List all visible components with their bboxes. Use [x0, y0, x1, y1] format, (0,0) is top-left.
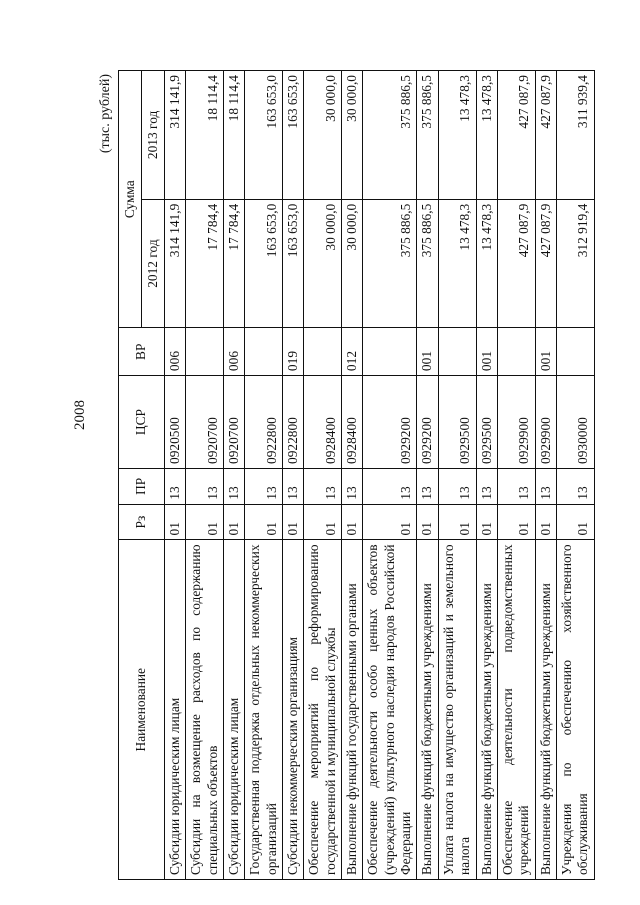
table-row: [417, 71, 438, 880]
row-rz: 01: [245, 504, 283, 540]
row-rz: 01: [497, 504, 535, 540]
row-rz: 01: [556, 504, 594, 540]
row-value-2012: 375 886,5: [363, 199, 417, 328]
row-vr: [556, 328, 594, 376]
row-value-2012: 13 478,3: [438, 199, 476, 328]
table-row: [535, 71, 556, 880]
row-vr: [186, 328, 224, 376]
row-vr: [245, 328, 283, 376]
row-pr: 13: [476, 468, 497, 504]
row-value-2012: 312 919,4: [556, 199, 594, 328]
row-value-2012: 30 000,0: [342, 199, 363, 328]
row-pr: 13: [304, 468, 342, 504]
budget-table: [118, 70, 595, 880]
header-sum: Сумма: [119, 71, 142, 328]
row-value-2013: 18 114,4: [224, 71, 245, 200]
row-value-2012: 17 784,4: [186, 199, 224, 328]
row-csr: 0929200: [363, 376, 417, 469]
row-value-2012: 30 000,0: [304, 199, 342, 328]
row-csr: 0929200: [417, 376, 438, 469]
row-rz: 01: [186, 504, 224, 540]
row-rz: 01: [417, 504, 438, 540]
table-row: [342, 71, 363, 880]
table-row: [497, 71, 535, 880]
rotated-page: [88, 70, 613, 880]
row-vr: 006: [224, 328, 245, 376]
row-pr: 13: [245, 468, 283, 504]
row-rz: 01: [363, 504, 417, 540]
row-csr: 0920700: [186, 376, 224, 469]
row-csr: 0928400: [342, 376, 363, 469]
row-pr: 13: [224, 468, 245, 504]
row-vr: 019: [283, 328, 304, 376]
row-name: Обеспечение деятельности особо ценных объектов (учреждений) культурного наследия народов Российской Федерации: [363, 540, 417, 880]
row-rz: 01: [304, 504, 342, 540]
row-csr: 0929900: [535, 376, 556, 469]
table-row: [283, 71, 304, 880]
row-rz: 01: [476, 504, 497, 540]
row-vr: [363, 328, 417, 376]
row-vr: [438, 328, 476, 376]
page-number: 2008: [72, 400, 88, 430]
row-rz: 01: [438, 504, 476, 540]
row-vr: 001: [476, 328, 497, 376]
row-name: Государственная поддержка отдельных некоммерческих организаций: [245, 540, 283, 880]
header-rz: Рз: [119, 504, 165, 540]
row-pr: 13: [535, 468, 556, 504]
row-pr: 13: [165, 468, 186, 504]
row-value-2013: 13 478,3: [438, 71, 476, 200]
row-value-2013: 18 114,4: [186, 71, 224, 200]
row-csr: 0920700: [224, 376, 245, 469]
row-csr: 0922800: [245, 376, 283, 469]
row-rz: 01: [165, 504, 186, 540]
row-pr: 13: [417, 468, 438, 504]
header-2013: 2013 год: [142, 71, 165, 200]
row-value-2012: 427 087,9: [535, 199, 556, 328]
row-value-2013: 311 939,4: [556, 71, 594, 200]
row-value-2013: 30 000,0: [342, 71, 363, 200]
header-pr: ПР: [119, 468, 165, 504]
row-rz: 01: [224, 504, 245, 540]
row-value-2013: 163 653,0: [245, 71, 283, 200]
row-name: Выполнение функций бюджетными учреждениями: [476, 540, 497, 880]
row-value-2013: 375 886,5: [363, 71, 417, 200]
table-row: [438, 71, 476, 880]
row-name: Субсидии юридическим лицам: [224, 540, 245, 880]
table-row: [304, 71, 342, 880]
table-row: [556, 71, 594, 880]
table-body: [165, 71, 595, 880]
row-value-2013: 427 087,9: [535, 71, 556, 200]
row-value-2012: 163 653,0: [245, 199, 283, 328]
row-vr: 012: [342, 328, 363, 376]
row-name: Субсидии юридическим лицам: [165, 540, 186, 880]
row-value-2013: 427 087,9: [497, 71, 535, 200]
row-vr: 001: [535, 328, 556, 376]
row-rz: 01: [283, 504, 304, 540]
row-name: Выполнение функций бюджетными учреждениями: [417, 540, 438, 880]
row-pr: 13: [186, 468, 224, 504]
table-row: [363, 71, 417, 880]
row-value-2012: 163 653,0: [283, 199, 304, 328]
table-row: [476, 71, 497, 880]
row-vr: [304, 328, 342, 376]
row-pr: 13: [363, 468, 417, 504]
row-csr: 0929900: [497, 376, 535, 469]
row-name: Субсидии некоммерческим организациям: [283, 540, 304, 880]
row-csr: 0929500: [476, 376, 497, 469]
row-value-2012: 13 478,3: [476, 199, 497, 328]
row-csr: 0930000: [556, 376, 594, 469]
row-rz: 01: [535, 504, 556, 540]
row-value-2013: 30 000,0: [304, 71, 342, 200]
row-value-2013: 13 478,3: [476, 71, 497, 200]
header-2012: 2012 год: [142, 199, 165, 328]
header-vr: ВР: [119, 328, 165, 376]
row-value-2012: 314 141,9: [165, 199, 186, 328]
row-pr: 13: [438, 468, 476, 504]
row-value-2013: 375 886,5: [417, 71, 438, 200]
row-pr: 13: [283, 468, 304, 504]
row-value-2013: 314 141,9: [165, 71, 186, 200]
row-name: Субсидии на возмещение расходов по содержанию специальных объектов: [186, 540, 224, 880]
row-csr: 0929500: [438, 376, 476, 469]
row-name: Выполнение функций бюджетными учреждениями: [535, 540, 556, 880]
row-name: Уплата налога на имущество организаций и земельного налога: [438, 540, 476, 880]
table-row: [186, 71, 224, 880]
row-rz: 01: [342, 504, 363, 540]
row-pr: 13: [497, 468, 535, 504]
row-csr: 0922800: [283, 376, 304, 469]
table-row: [224, 71, 245, 880]
header-name: Наименование: [119, 540, 165, 880]
row-value-2012: 375 886,5: [417, 199, 438, 328]
header-row: [119, 71, 142, 880]
row-pr: 13: [342, 468, 363, 504]
table-row: [165, 71, 186, 880]
row-vr: [497, 328, 535, 376]
row-name: Обеспечение деятельности подведомственных учреждений: [497, 540, 535, 880]
row-vr: 001: [417, 328, 438, 376]
table-row: [245, 71, 283, 880]
row-name: Обеспечение мероприятий по реформированию государственной и муниципальной службы: [304, 540, 342, 880]
row-vr: 006: [165, 328, 186, 376]
row-name: Выполнение функций государственными органами: [342, 540, 363, 880]
row-value-2013: 163 653,0: [283, 71, 304, 200]
header-csr: ЦСР: [119, 376, 165, 469]
row-value-2012: 17 784,4: [224, 199, 245, 328]
row-name: Учреждения по обеспечению хозяйственного обслуживания: [556, 540, 594, 880]
row-csr: 0920500: [165, 376, 186, 469]
row-csr: 0928400: [304, 376, 342, 469]
row-pr: 13: [556, 468, 594, 504]
units-label: (тыс. рублей): [98, 74, 113, 154]
row-value-2012: 427 087,9: [497, 199, 535, 328]
